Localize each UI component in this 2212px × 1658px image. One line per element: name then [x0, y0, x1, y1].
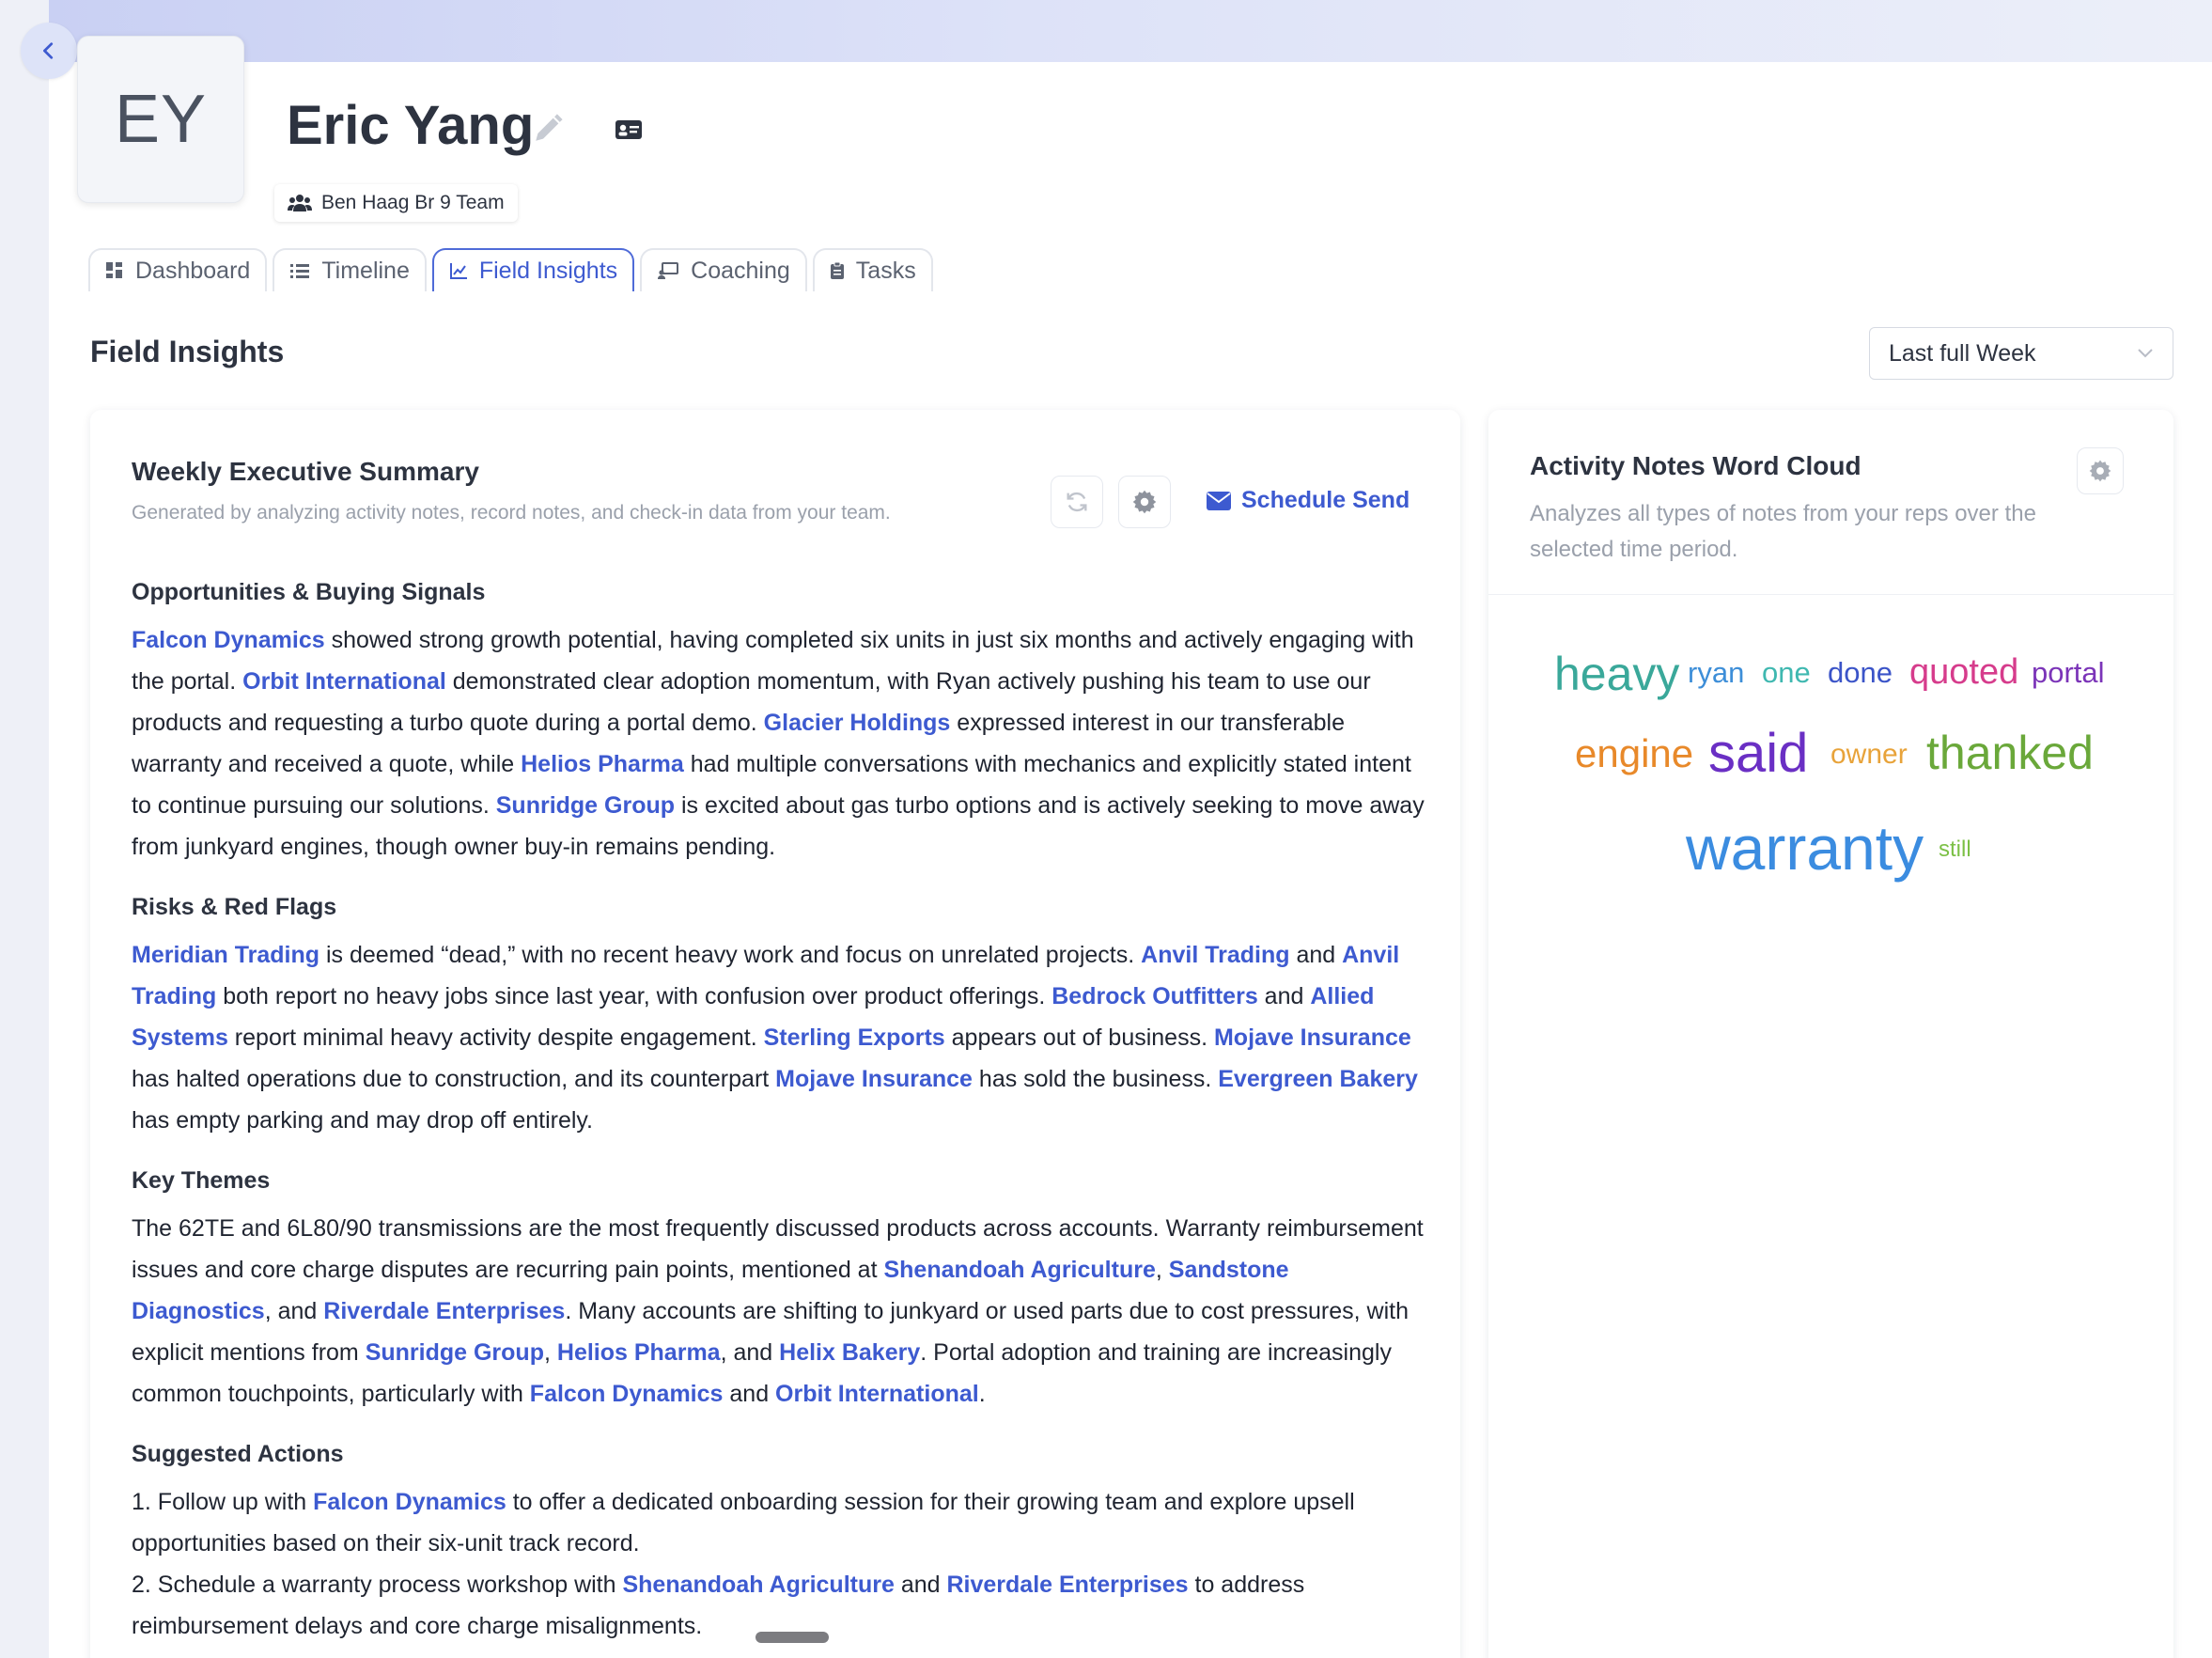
summary-text: . [978, 1381, 986, 1407]
account-link[interactable]: Helix Bakery [779, 1339, 921, 1366]
summary-text: to address reimbursement delays and core charge misalignments. [132, 1572, 1305, 1639]
id-card-icon [615, 118, 643, 141]
account-link[interactable]: Allied Systems [132, 983, 1375, 1051]
account-link[interactable]: Riverdale Enterprises [323, 1298, 566, 1324]
summary-paragraph [132, 934, 1428, 1141]
word-cloud-settings-button[interactable] [2077, 447, 2124, 494]
summary-text: . Portal adoption and training are increasingly common touchpoints, particularly with [132, 1339, 1392, 1407]
team-badge[interactable] [274, 184, 518, 222]
weekly-summary-card [90, 410, 1460, 1658]
account-link[interactable]: Falcon Dynamics [529, 1381, 724, 1407]
summary-text: had multiple conversations with mechanics and explicitly stated intent to continue pursuing our solutions. [132, 751, 1411, 819]
tab-coaching[interactable] [640, 248, 807, 291]
summary-paragraph [132, 619, 1428, 868]
tab-label: Dashboard [135, 257, 251, 284]
tab-timeline[interactable] [273, 248, 427, 291]
summary-title: Weekly Executive Summary [132, 457, 479, 486]
tab-label: Timeline [321, 257, 410, 284]
tab-label: Tasks [855, 257, 916, 284]
summary-text: is deemed “dead,” with no recent heavy work and focus on unrelated projects. [319, 942, 1142, 968]
summary-text: , [1155, 1257, 1169, 1283]
summary-text: and [894, 1572, 947, 1598]
chevron-down-icon [2137, 348, 2154, 359]
summary-text: report minimal heavy activity despite engagement. [227, 1025, 764, 1051]
tab-field-insights[interactable] [432, 248, 634, 291]
account-link[interactable]: Sunridge Group [495, 792, 676, 819]
summary-text: expressed interest in our transferable warranty and received a quote, while [132, 710, 1346, 777]
chalkboard-icon [657, 261, 679, 280]
users-icon [288, 194, 312, 212]
summary-text: to offer a dedicated onboarding session for their growing team and explore upsell opportunities based on their six-unit track record. [132, 1489, 1355, 1556]
summary-text: has sold the business. [972, 1066, 1219, 1092]
summary-text: appears out of business. [944, 1025, 1214, 1051]
word-cloud-word: ryan [1688, 656, 1745, 689]
summary-subtitle: Generated by analyzing activity notes, record notes, and check-in data from your team. [132, 502, 891, 524]
tab-label: Field Insights [478, 257, 618, 284]
word-cloud-word: still [1939, 837, 1971, 862]
summary-text: has empty parking and may drop off entirely. [132, 1107, 594, 1134]
word-cloud-word: thanked [1926, 727, 2094, 779]
summary-text: demonstrated clear adoption momentum, with Ryan actively pushing his team to use our products and requesting a turbo quote during a portal demo. [132, 668, 1371, 736]
page-title: Field Insights [90, 335, 285, 368]
summary-text: 2. Schedule a warranty process workshop with [132, 1572, 623, 1598]
word-cloud-word: done [1828, 656, 1893, 689]
account-link[interactable]: Orbit International [242, 668, 446, 695]
account-link[interactable]: Helios Pharma [521, 751, 684, 777]
account-link[interactable]: Falcon Dynamics [132, 627, 325, 653]
gear-icon [2088, 459, 2112, 483]
summary-paragraph [132, 1208, 1428, 1415]
summary-content [132, 579, 1428, 1658]
word-cloud-subtitle: Analyzes all types of notes from your reps over the selected time period. [1530, 501, 2036, 562]
account-link[interactable]: Falcon Dynamics [313, 1489, 506, 1515]
refresh-icon [1064, 489, 1090, 515]
word-cloud-word: one [1762, 656, 1811, 689]
summary-section-heading: Risks & Red Flags [132, 894, 337, 920]
summary-text: and [1289, 942, 1343, 968]
summary-text: both report no heavy jobs since last year, with confusion over product offerings. [216, 983, 1052, 1009]
word-cloud-title: Activity Notes Word Cloud [1530, 451, 1862, 480]
account-link[interactable]: Bedrock Outfitters [1051, 983, 1258, 1009]
tab-bar [88, 248, 933, 291]
divider [1488, 594, 2173, 595]
word-cloud-word: warranty [1686, 813, 1924, 883]
contact-card-button[interactable] [615, 118, 643, 146]
schedule-send-button[interactable] [1206, 487, 1410, 514]
summary-text: The 62TE and 6L80/90 transmissions are the most frequently discussed products across accounts. Warranty reimbursement issues and core charge disputes are recurring pain points, mentioned at [132, 1215, 1424, 1283]
edit-name-button[interactable] [532, 113, 564, 149]
word-cloud-word: engine [1575, 731, 1694, 775]
summary-text: , and [720, 1339, 780, 1366]
chart-line-icon [449, 261, 468, 280]
header-banner [49, 0, 2212, 62]
summary-section-heading: Suggested Actions [132, 1441, 344, 1467]
account-link[interactable]: Orbit International [775, 1381, 979, 1407]
scrollbar-thumb[interactable] [756, 1632, 829, 1643]
account-link[interactable]: Anvil Trading [132, 942, 1400, 1009]
summary-text: has halted operations due to construction, and its counterpart [132, 1066, 776, 1092]
envelope-icon [1206, 491, 1232, 511]
back-button[interactable] [21, 23, 77, 79]
account-link[interactable]: Mojave Insurance [775, 1066, 973, 1092]
chevron-left-icon [39, 40, 59, 61]
tab-dashboard[interactable] [88, 248, 267, 291]
dashboard-icon [105, 261, 124, 280]
account-link[interactable]: Meridian Trading [132, 942, 320, 968]
account-link[interactable]: Glacier Holdings [763, 710, 951, 736]
account-link[interactable]: Mojave Insurance [1213, 1025, 1411, 1051]
account-link[interactable]: Shenandoah Agriculture [883, 1257, 1156, 1283]
profile-name: Eric Yang [287, 95, 535, 156]
word-cloud-card [1488, 410, 2173, 1658]
refresh-button[interactable] [1051, 476, 1103, 528]
account-link[interactable]: Helios Pharma [556, 1339, 721, 1366]
tab-label: Coaching [691, 257, 790, 284]
account-link[interactable]: Sunridge Group [365, 1339, 544, 1366]
word-cloud-word: portal [2032, 656, 2105, 689]
pencil-icon [532, 113, 564, 145]
period-value: Last full Week [1889, 339, 2036, 367]
gear-icon [1131, 489, 1158, 515]
avatar: EY [77, 36, 244, 203]
summary-text: and [1257, 983, 1311, 1009]
summary-text: showed strong growth potential, having completed six units in just six months and actively engaging with the portal. [132, 627, 1414, 695]
schedule-send-label: Schedule Send [1241, 487, 1410, 513]
account-link[interactable]: Riverdale Enterprises [946, 1572, 1189, 1598]
account-link[interactable]: Shenandoah Agriculture [622, 1572, 895, 1598]
summary-text: is excited about gas turbo options and is actively seeking to move away from junkyard engines, though owner buy-in remains pending. [132, 792, 1425, 860]
word-cloud-word: heavy [1554, 648, 1680, 700]
word-cloud-word: owner [1830, 739, 1908, 770]
word-cloud-word: quoted [1909, 652, 2019, 692]
summary-section-heading: Opportunities & Buying Signals [132, 579, 486, 605]
summary-text: . Many accounts are shifting to junkyard or used parts due to cost pressures, with explicit mentions from [132, 1298, 1410, 1366]
summary-paragraph [132, 1481, 1428, 1564]
account-link[interactable]: Sandstone Diagnostics [132, 1257, 1289, 1324]
summary-text: , and [264, 1298, 324, 1324]
summary-text: and [723, 1381, 776, 1407]
word-cloud-word: said [1708, 723, 1809, 784]
team-name: Ben Haag Br 9 Team [321, 192, 505, 213]
clipboard-icon [830, 261, 845, 280]
summary-text: 1. Follow up with [132, 1489, 314, 1515]
tab-tasks[interactable] [813, 248, 933, 291]
summary-text: , [543, 1339, 557, 1366]
account-link[interactable]: Evergreen Bakery [1218, 1066, 1418, 1092]
account-link[interactable]: Anvil Trading [1141, 942, 1290, 968]
left-rail [0, 0, 49, 1658]
summary-section-heading: Key Themes [132, 1167, 271, 1194]
list-icon [289, 261, 310, 280]
period-select[interactable] [1869, 327, 2173, 380]
account-link[interactable]: Sterling Exports [763, 1025, 945, 1051]
summary-settings-button[interactable] [1118, 476, 1171, 528]
